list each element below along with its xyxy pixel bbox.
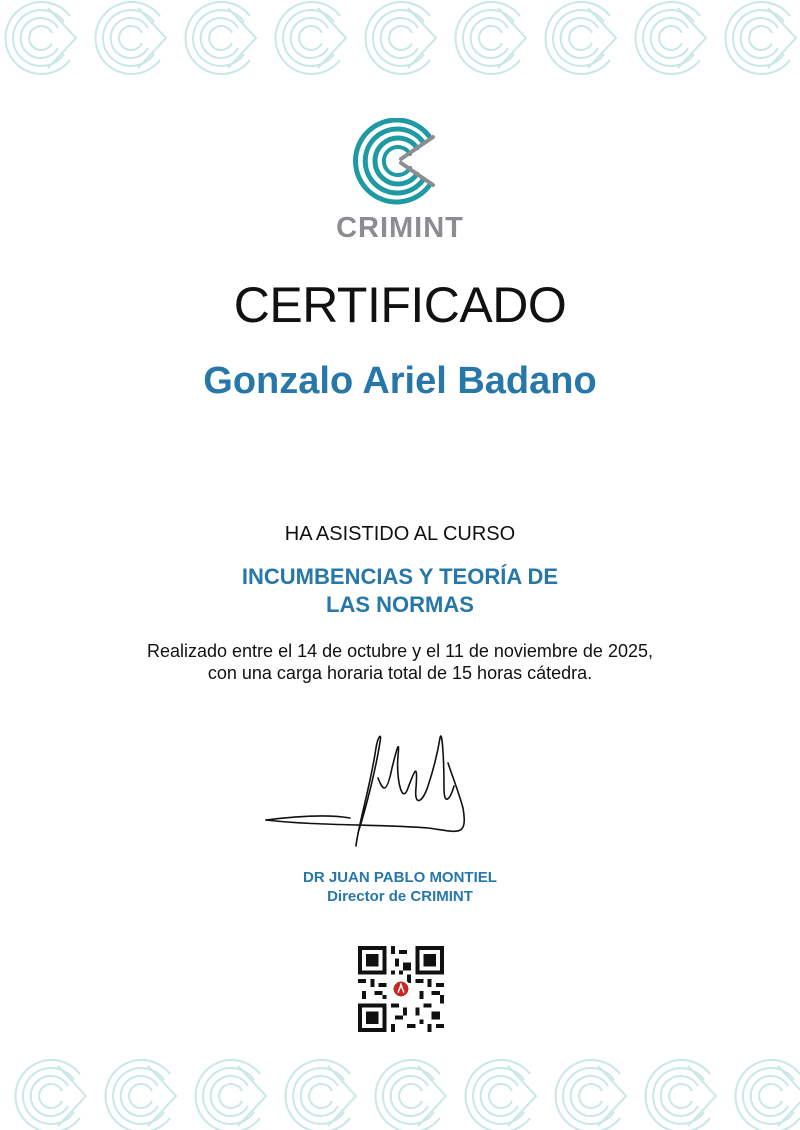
recipient-name: Gonzalo Ariel Badano — [203, 360, 597, 402]
certificate-title: CERTIFICADO — [233, 277, 567, 333]
course-dates: Realizado entre el 14 de octubre y el 11 de noviembre de 2025, — [146, 641, 653, 661]
decorative-pattern-top — [0, 0, 800, 82]
signatory-name: DR JUAN PABLO MONTIEL — [303, 869, 497, 886]
attendance-statement: HA ASISTIDO AL CURSO — [284, 523, 516, 545]
signatory-block — [0, 868, 800, 906]
course-name — [0, 563, 800, 619]
decorative-pattern-bottom — [0, 1048, 800, 1130]
course-name-line-1: INCUMBENCIAS Y TEORÍA DE — [241, 564, 559, 589]
signatory-role: Director de CRIMINT — [327, 888, 473, 905]
course-details — [0, 640, 800, 684]
signature-image — [258, 728, 478, 858]
brand-name: CRIMINT — [336, 212, 464, 244]
qr-code-icon — [358, 946, 444, 1032]
course-name-line-2: LAS NORMAS — [326, 592, 474, 617]
course-hours: con una carga horaria total de 15 horas cátedra. — [207, 663, 593, 683]
